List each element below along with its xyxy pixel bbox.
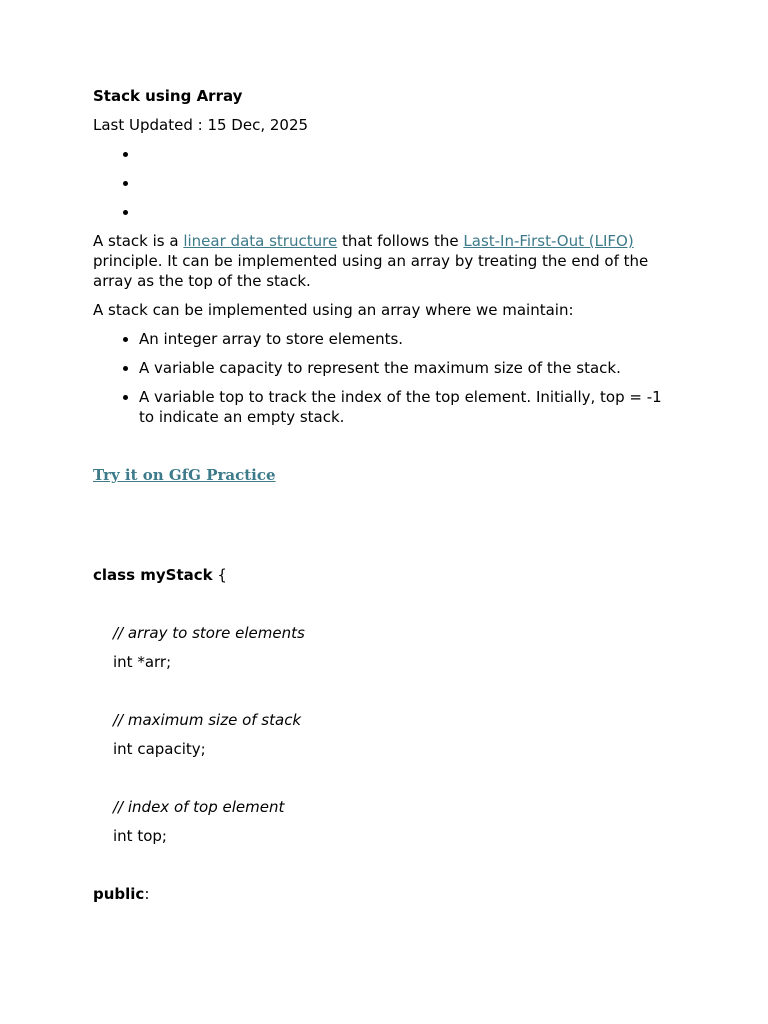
code-line: int capacity;	[113, 740, 206, 758]
code-text: {	[212, 566, 227, 584]
code-block	[93, 565, 673, 904]
public-keyword: public	[93, 885, 145, 903]
empty-bullet-list	[93, 144, 673, 222]
code-line: int top;	[113, 827, 167, 845]
list-item	[139, 173, 673, 193]
list-item	[139, 144, 673, 164]
code-comment: // index of top element	[113, 798, 285, 816]
code-line	[93, 565, 673, 585]
code-blank-line	[93, 855, 673, 875]
code-blank-line	[93, 681, 673, 701]
intro-text: principle. It can be implemented using an array by treating the end of the array as the top of the stack.	[93, 252, 649, 290]
intro-paragraph	[93, 231, 673, 291]
list-item: • An integer array to store elements.	[139, 329, 673, 349]
class-keyword: class myStack	[93, 566, 213, 584]
code-line: int *arr;	[113, 653, 172, 671]
code-blank-line	[93, 594, 673, 614]
intro-text: that follows the	[337, 232, 464, 250]
intro-text: A stack is a	[93, 232, 184, 250]
code-blank-line	[93, 768, 673, 788]
code-text: :	[144, 885, 150, 903]
article	[93, 86, 673, 913]
list-item: • A variable top to track the index of the top element. Initially, top = -1 to indicate an empty stack.	[139, 387, 673, 427]
code-line	[93, 884, 673, 904]
linear-data-structure-link[interactable]: linear data structure	[183, 232, 338, 250]
last-updated: Last Updated : 15 Dec, 2025	[93, 116, 309, 134]
code-comment: // array to store elements	[113, 624, 305, 642]
list-item	[139, 202, 673, 222]
list-item: • A variable capacity to represent the maximum size of the stack.	[139, 358, 673, 378]
implementation-list	[93, 329, 673, 427]
page-title: Stack using Array	[93, 87, 243, 105]
code-comment: // maximum size of stack	[113, 711, 302, 729]
lifo-link[interactable]: Last-In-First-Out (LIFO)	[463, 232, 634, 250]
implementation-intro: A stack can be implemented using an array where we maintain:	[93, 301, 574, 319]
practice-link[interactable]: Try it on GfG Practice	[93, 466, 276, 484]
